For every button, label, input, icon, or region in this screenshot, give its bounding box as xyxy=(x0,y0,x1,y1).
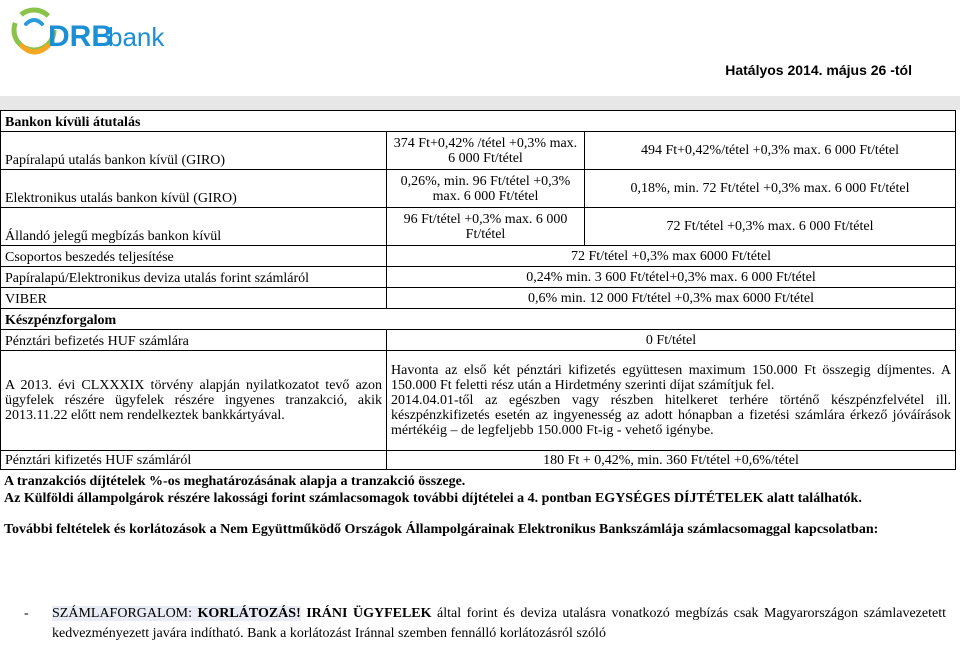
fee-value: 494 Ft+0,42%/tétel +0,3% max. 6 000 Ft/tétel xyxy=(585,132,956,170)
table-row xyxy=(1,246,956,267)
restriction-bold-2: IRÁNI ÜGYFELEK xyxy=(306,606,432,621)
table-row xyxy=(1,288,956,309)
row-label: Állandó jelegű megbízás bankon kívül xyxy=(1,208,387,246)
fee-value: 0,26%, min. 96 Ft/tétel +0,3% max. 6 000 Ft/tétel xyxy=(387,170,585,208)
row-label: Elektronikus utalás bankon kívül (GIRO) xyxy=(1,170,387,208)
fee-table xyxy=(0,110,956,470)
fee-value: 0 Ft/tétel xyxy=(387,330,956,351)
table-row xyxy=(1,309,956,330)
table-row xyxy=(1,111,956,132)
table-row xyxy=(1,170,956,208)
table-row xyxy=(1,351,956,451)
list-dash: - xyxy=(24,606,29,621)
section-heading-transfer: Bankon kívüli átutalás xyxy=(1,111,956,132)
restriction-bold-1: KORLÁTOZÁS! xyxy=(197,606,301,621)
fee-value: 0,6% min. 12 000 Ft/tétel +0,3% max 6000 Ft/tétel xyxy=(387,288,956,309)
row-label: Papíralapú/Elektronikus deviza utalás forint számláról xyxy=(1,267,387,288)
row-label: Pénztári kifizetés HUF számláról xyxy=(1,451,387,470)
drb-bank-logo xyxy=(8,2,165,68)
notes xyxy=(4,473,950,538)
fee-value: 0,24% min. 3 600 Ft/tétel+0,3% max. 6 000 Ft/tétel xyxy=(387,267,956,288)
note-foreign: Az Külföldi állampolgárok részére lakossági forint számlacsomagok további díjtételei a 4. pontban EGYSÉGES DÍJTÉTELEK alatt találhatók. xyxy=(4,491,862,506)
restriction-rest: által forint és deviza utalásra vonatkozó megbízás csak Magyarországon számlavezetett kedvezményezett javára indítható. Bank a korlátozást Iránnal szemben fennálló korlátozásról szóló xyxy=(52,606,946,641)
section-heading-cash: Készpénzforgalom xyxy=(1,309,956,330)
fee-value: 96 Ft/tétel +0,3% max. 6 000 Ft/tétel xyxy=(387,208,585,246)
row-label: Csoportos beszedés teljesítése xyxy=(1,246,387,267)
restriction-item xyxy=(26,604,946,644)
row-label: Papíralapú utalás bankon kívül (GIRO) xyxy=(1,132,387,170)
row-label: VIBER xyxy=(1,288,387,309)
logo-text-bank: bank xyxy=(108,22,165,52)
note-further-conditions: További feltételek és korlátozások a Nem Együttműködő Országok Állampolgárainak Elektronikus Bankszámlája számlacsomaggal kapcsolatban: xyxy=(4,522,879,537)
fee-value: 180 Ft + 0,42%, min. 360 Ft/tétel +0,6%/tétel xyxy=(387,451,956,470)
fee-value: 0,18%, min. 72 Ft/tétel +0,3% max. 6 000 Ft/tétel xyxy=(585,170,956,208)
table-row xyxy=(1,451,956,470)
restriction-lead: SZÁMLAFORGALOM: xyxy=(52,606,198,621)
table-row xyxy=(1,267,956,288)
fee-value: 374 Ft+0,42% /tétel +0,3% max. 6 000 Ft/tétel xyxy=(387,132,585,170)
logo-text: DRB xyxy=(48,20,113,53)
fee-value xyxy=(387,351,956,451)
restriction-text xyxy=(26,604,946,644)
fee-note-2: 2014.04.01-től az egészben vagy részben hitelkeret terhére történő készpénzfelvétel ill. készpénzkifizetés esetén az ingyenesség az adott hónapban a fizetési számlára érkező jóváírások mértékéig – de legfeljebb 150.000 Ft-ig - vehető igénybe. xyxy=(391,393,952,438)
fee-value: 72 Ft/tétel +0,3% max. 6 000 Ft/tétel xyxy=(585,208,956,246)
row-label: Pénztári befizetés HUF számlára xyxy=(1,330,387,351)
effective-date: Hatályos 2014. május 26 -tól xyxy=(725,62,912,78)
table-row xyxy=(1,330,956,351)
table-row xyxy=(1,208,956,246)
note-basis: A tranzakciós díjtételek %-os meghatározásának alapja a tranzakció összege. xyxy=(4,474,466,489)
row-label: A 2013. évi CLXXXIX törvény alapján nyilatkozatot tevő azon ügyfelek részére ügyfelek részére ingyenes tranzakció, akik 2013.11.22 előtt nem rendelkeztek bankkártyával. xyxy=(1,351,387,451)
table-row xyxy=(1,132,956,170)
header-band xyxy=(0,96,960,110)
fee-value: 72 Ft/tétel +0,3% max 6000 Ft/tétel xyxy=(387,246,956,267)
fee-note-1: Havonta az első két pénztári kifizetés együttesen maximum 150.000 Ft összegig díjmentes. A 150.000 Ft feletti rész után a Hirdetmény szerinti díjat számítjuk fel. xyxy=(391,363,952,393)
